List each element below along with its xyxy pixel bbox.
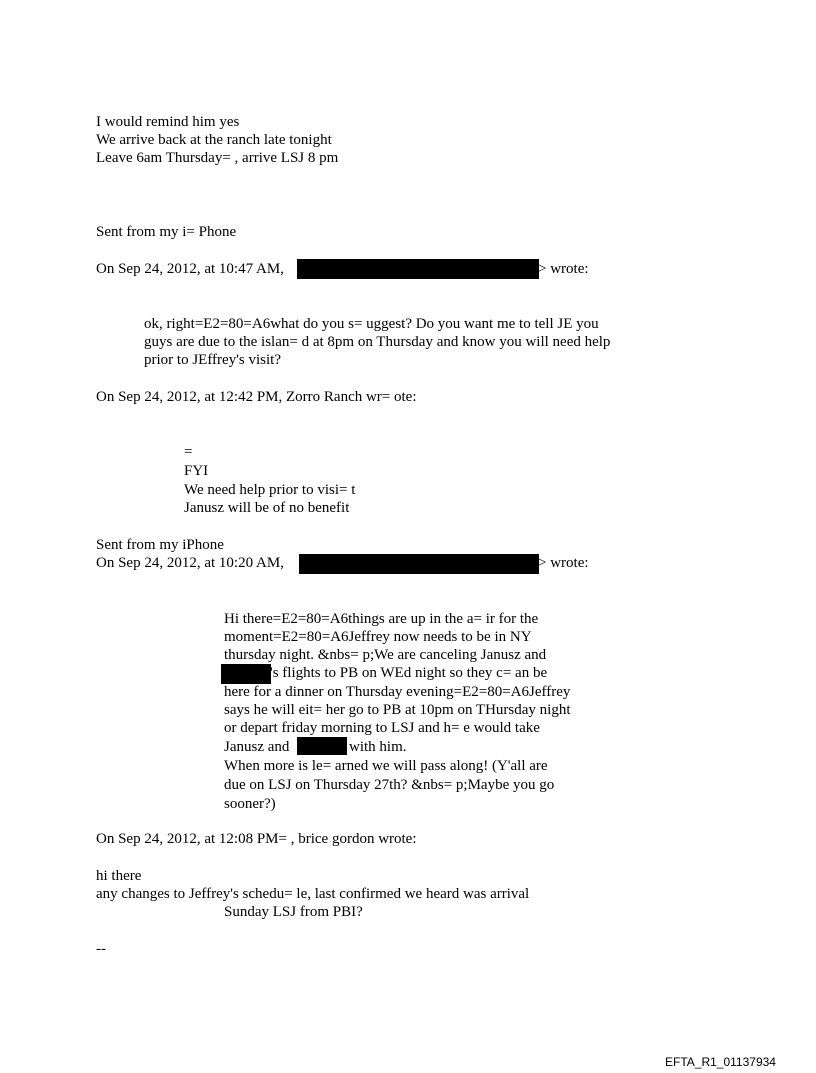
message-line: sooner?) <box>224 796 276 812</box>
message-line: = <box>184 444 193 460</box>
message-line: ok, right=E2=80=A6what do you s= uggest? Do you want me to tell JE you <box>144 316 599 332</box>
quote-header: On Sep 24, 2012, at 12:08 PM= , brice gordon wrote: <box>96 831 417 847</box>
redaction-box <box>297 259 539 279</box>
message-line: due on LSJ on Thursday 27th? &nbs= p;Maybe you go <box>224 777 555 793</box>
reply-line: We arrive back at the ranch late tonight <box>96 132 332 148</box>
quote-header: On Sep 24, 2012, at 10:20 AM, <box>96 555 284 571</box>
quote-header-suffix: > wrote: <box>538 261 589 277</box>
message-line: 's flights to PB on WEd night so they c= an be <box>270 665 548 681</box>
message-line: thursday night. &nbs= p;We are canceling Janusz and <box>224 647 547 663</box>
redaction-box <box>299 554 539 574</box>
message-line: or depart friday morning to LSJ and h= e would take <box>224 720 540 736</box>
reply-line: I would remind him yes <box>96 114 240 130</box>
message-line: Hi there=E2=80=A6things are up in the a= ir for the <box>224 611 539 627</box>
message-line: with him. <box>349 739 407 755</box>
quote-header: On Sep 24, 2012, at 10:47 AM, <box>96 261 284 277</box>
message-line: We need help prior to visi= t <box>184 482 356 498</box>
message-line: Sunday LSJ from PBI? <box>224 904 363 920</box>
message-line: guys are due to the islan= d at 8pm on Thursday and know you will need help <box>144 334 611 350</box>
message-line: moment=E2=80=A6Jeffrey now needs to be in NY <box>224 629 532 645</box>
quote-header: On Sep 24, 2012, at 12:42 PM, Zorro Ranch wr= ote: <box>96 389 417 405</box>
redaction-box <box>221 664 271 684</box>
message-line: says he will eit= her go to PB at 10pm on THursday night <box>224 702 571 718</box>
signature: Sent from my i= Phone <box>96 224 237 240</box>
message-line: FYI <box>184 463 209 479</box>
quote-header-suffix: > wrote: <box>538 555 589 571</box>
message-line: any changes to Jeffrey's schedu= le, last confirmed we heard was arrival <box>96 886 530 902</box>
signature: Sent from my iPhone <box>96 537 224 553</box>
redaction-box <box>297 737 347 755</box>
message-line: hi there <box>96 868 142 884</box>
message-line: When more is le= arned we will pass along! (Y'all are <box>224 758 548 774</box>
message-line: here for a dinner on Thursday evening=E2=80=A6Jeffrey <box>224 684 571 700</box>
message-line: prior to JEffrey's visit? <box>144 352 281 368</box>
reply-line: Leave 6am Thursday= , arrive LSJ 8 pm <box>96 150 339 166</box>
document-id-footer: EFTA_R1_01137934 <box>665 1055 776 1069</box>
message-line: Janusz will be of no benefit <box>184 500 350 516</box>
message-line: Janusz and <box>224 739 290 755</box>
signature-separator: -- <box>96 941 106 957</box>
